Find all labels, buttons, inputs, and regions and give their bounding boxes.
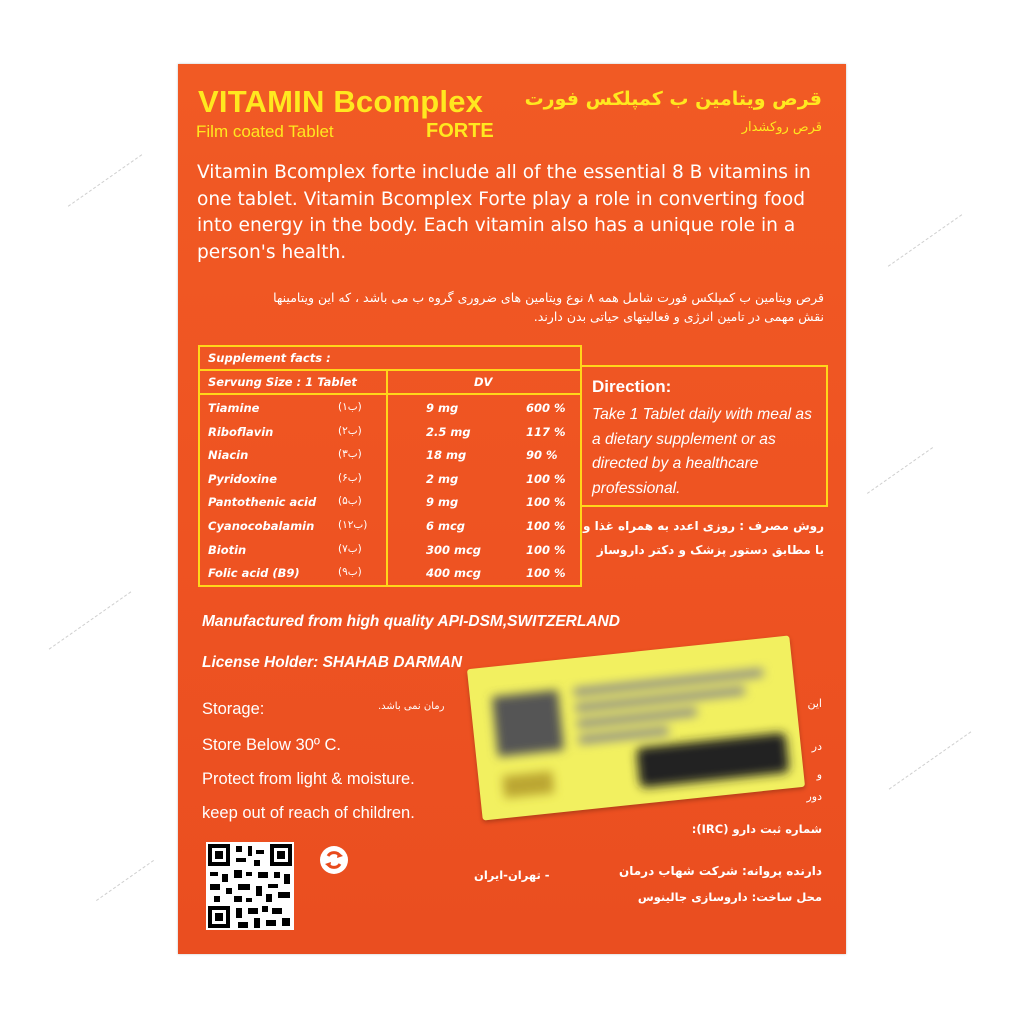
nutrient-dv: 117 % bbox=[526, 424, 566, 439]
facts-heading: Supplement facts : bbox=[208, 351, 331, 365]
direction-text: Take 1 Tablet daily with meal as a dietary supplement or as directed by a healthcare professional. bbox=[592, 406, 812, 497]
nutrient-name: Tiamine bbox=[208, 401, 260, 415]
license-holder: License Holder: SHAHAB DARMAN bbox=[202, 654, 463, 671]
table-divider bbox=[200, 369, 580, 371]
nutrient-amount: 18 mg bbox=[426, 448, 467, 463]
table-divider bbox=[200, 393, 580, 395]
background-dash bbox=[888, 214, 962, 266]
persian-fragment: در bbox=[811, 740, 822, 753]
persian-fragment: و bbox=[816, 768, 822, 781]
nutrient-amount: 400 mcg bbox=[426, 566, 482, 581]
supplement-facts-table bbox=[198, 345, 582, 587]
product-title-persian: قرص ویتامین ب کمپلکس فورت bbox=[524, 88, 822, 110]
nutrient-code: (ب۹) bbox=[338, 566, 362, 579]
nutrient-dv: 100 % bbox=[526, 566, 566, 581]
persian-fragment: دور bbox=[806, 790, 822, 803]
dv-header: DV bbox=[474, 375, 493, 389]
direction-persian bbox=[574, 514, 824, 562]
nutrient-code: (ب۳) bbox=[338, 448, 362, 461]
storage-line: Protect from light & moisture. bbox=[202, 770, 415, 788]
background-dash bbox=[68, 154, 142, 206]
description-persian-line: قرص ویتامین ب کمپلکس فورت شامل همه ۸ نوع ویتامین های ضروری گروه ب می باشد ، که این ویتامینها bbox=[273, 290, 824, 305]
storage-heading: Storage: bbox=[202, 700, 265, 718]
nutrient-name: Biotin bbox=[208, 542, 247, 557]
description-persian-line: نقش مهمی در تامین انرژی و فعالیتهای حیاتی بدن دارند. bbox=[533, 309, 824, 324]
qr-code-graphic bbox=[206, 842, 294, 930]
nutrient-amount: 2.5 mg bbox=[426, 424, 471, 439]
direction-box bbox=[582, 365, 828, 507]
nutrient-amount: 6 mcg bbox=[426, 519, 466, 533]
registration-number-label: شماره ثبت دارو (IRC): bbox=[691, 822, 822, 836]
nutrient-dv: 100 % bbox=[526, 471, 566, 486]
nutrient-dv: 100 % bbox=[526, 495, 566, 510]
direction-heading: Direction: bbox=[592, 377, 672, 396]
nutrient-code: (ب۷) bbox=[338, 542, 362, 555]
description-persian bbox=[194, 288, 824, 326]
product-box-panel bbox=[178, 64, 846, 954]
nutrient-name: Riboflavin bbox=[208, 424, 274, 439]
nutrient-code: (ب۱) bbox=[338, 401, 362, 413]
nutrient-code: (ب۶) bbox=[338, 471, 362, 484]
nutrient-amount: 2 mg bbox=[426, 471, 459, 486]
nutrient-dv: 600 % bbox=[526, 401, 566, 415]
nutrient-name: Cyanocobalamin bbox=[208, 519, 315, 533]
background-dash bbox=[96, 860, 154, 901]
background-dash bbox=[889, 731, 971, 789]
direction-persian-line: یا مطابق دستور پزشک و دکتر داروساز bbox=[596, 543, 824, 557]
nutrient-code: (ب۵) bbox=[338, 495, 362, 508]
direction-persian-line: روش مصرف : روزی اعدد به همراه غذا و bbox=[583, 519, 824, 533]
blurred-label-sticker bbox=[467, 635, 805, 820]
nutrient-name: Niacin bbox=[208, 448, 249, 463]
nutrient-dv: 90 % bbox=[526, 448, 558, 463]
recycle-icon bbox=[320, 846, 348, 874]
forte-label: FORTE bbox=[426, 120, 494, 142]
qr-code-icon bbox=[206, 842, 294, 930]
nutrient-dv: 100 % bbox=[526, 542, 566, 557]
table-column-divider bbox=[386, 369, 388, 585]
nutrient-amount: 300 mcg bbox=[426, 542, 482, 557]
background-dash bbox=[49, 591, 131, 649]
license-holder-persian: دارنده پروانه: شرکت شهاب درمان bbox=[618, 864, 822, 878]
nutrient-dv: 100 % bbox=[526, 519, 566, 533]
product-subtitle-persian: قرص روکشدار bbox=[741, 120, 822, 135]
persian-storage-fragment: رمان نمی باشد. bbox=[378, 701, 445, 712]
storage-line: keep out of reach of children. bbox=[202, 804, 415, 822]
product-subtitle: Film coated Tablet bbox=[196, 122, 334, 141]
recycle-graphic bbox=[320, 846, 348, 874]
storage-line: Store Below 30º C. bbox=[202, 736, 342, 754]
nutrient-amount: 9 mg bbox=[426, 401, 459, 415]
manufacturing-source: Manufactured from high quality API-DSM,SWITZERLAND bbox=[202, 613, 620, 630]
nutrient-amount: 9 mg bbox=[426, 495, 459, 510]
nutrient-name: Pantothenic acid bbox=[208, 495, 317, 510]
description-english: Vitamin Bcomplex forte include all of the essential 8 B vitamins in one tablet. Vitamin Bcomplex Forte play a role in converting food into energy in the body. Each vitamin also has a unique role in a person's health. bbox=[197, 162, 811, 263]
persian-fragment: این bbox=[807, 697, 822, 710]
manufacturer-persian: محل ساخت: داروسازی جالینوس bbox=[637, 890, 822, 904]
product-title: VITAMIN Bcomplex bbox=[198, 84, 484, 119]
nutrient-code: (ب۲) bbox=[338, 424, 362, 437]
nutrient-code: (ب۱۲) bbox=[338, 519, 368, 531]
blurred-sticker-content bbox=[467, 635, 805, 820]
serving-size-label: Servung Size : 1 Tablet bbox=[208, 375, 357, 389]
nutrient-name: Pyridoxine bbox=[208, 471, 278, 486]
nutrient-name: Folic acid (B9) bbox=[208, 566, 300, 581]
city-persian: - تهران-ایران bbox=[474, 868, 550, 882]
background-dash bbox=[867, 447, 933, 494]
